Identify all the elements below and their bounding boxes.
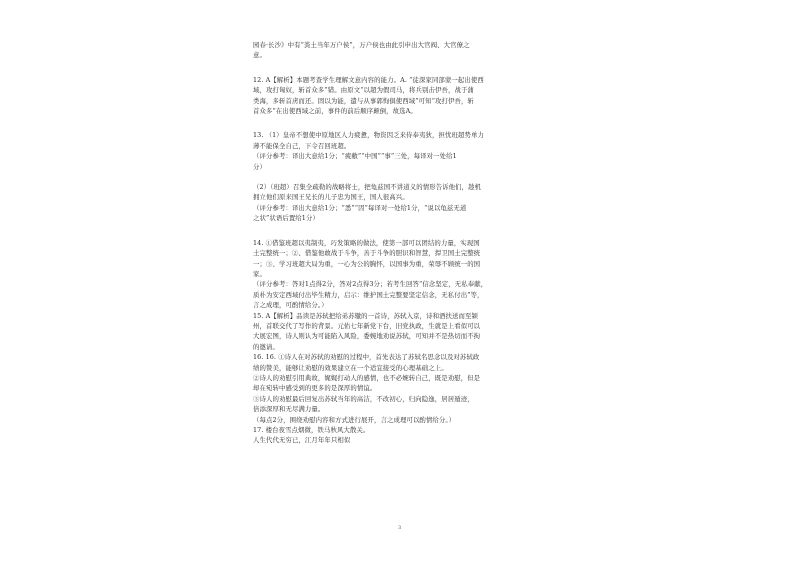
paragraph — [253, 352, 553, 373]
text-line: 首众多”在出使西域之前，事件的前后顺序颠倒，故选A。 — [253, 107, 417, 116]
text-line: 之状”状语后置给1分） — [253, 214, 319, 223]
text-line: 12. A【解析】本题考查学生理解文意内容的能力。A. “徒深家同部蒙一起出使西 — [253, 75, 484, 84]
text-line: 却在宛转中感受到的更多的是深厚的情谊。 — [253, 384, 377, 393]
paragraph — [253, 279, 553, 310]
text-line: 薄不能保全自己，下令召回班超。 — [253, 141, 351, 150]
text-line: 的邀请。 — [253, 342, 279, 351]
text-line: （2）（班超）召集全疏勒的战略将士，把龟兹国不讲道义的情形告诉他们，趁机 — [253, 183, 482, 192]
text-line: 域，攻打匈奴，斩首众多”错。由原文“以超为假司马，将兵别击伊吾，战于蒲 — [253, 86, 474, 95]
paragraph-spacer — [253, 224, 553, 238]
text-line: 分） — [253, 162, 266, 171]
text-line: 绩的赞美，能够让劝慰的效果建立在一个适宜接受的心理基础之上。 — [253, 363, 448, 372]
text-line: 17. 楼台夜雪点烟微，铁马秋风大散关。 — [253, 426, 370, 434]
paragraph — [253, 311, 553, 353]
text-line: 土完整统一；②、借鉴他敢战于斗争，善于斗争的胆识和智慧，捍卫国土完整统 — [253, 249, 481, 258]
paragraph — [253, 238, 553, 280]
paragraph — [253, 425, 553, 446]
text-line: 园春·长沙》中有“粪土当年万户侯”，万户侯也由此引申出大官阀、大官僚之 — [253, 41, 470, 49]
text-line: ③诗人的劝慰最后回复出苏轼当年的高洁，不改初心，归向隐逸，居居遁迹， — [253, 394, 474, 403]
text-line: 拥立他们原来国王兄长的儿子忠为国王，国人很高兴。 — [253, 193, 409, 202]
paragraph — [253, 373, 553, 394]
paragraph — [253, 394, 553, 415]
text-line: ②诗人的劝慰引用典故，娓娓打动人的感情，也不必婉转自己，既是劝慰，但是 — [253, 373, 481, 382]
text-line: 州，首联交代了写作的背景。元佑七年新党下台，旧党执政，生就是上看似可以 — [253, 321, 481, 330]
paragraph-spacer — [253, 61, 553, 75]
text-line: 大展宏图，诗人则认为可能陷入风险，委婉地劝说苏轼，可知并不是热切而不拘 — [253, 332, 481, 341]
text-line: 一；③、学习班超大局为重，一心为公的胸怀，以国事为重，荣辱不顾统一的国 — [253, 259, 481, 268]
paragraph-spacer — [253, 116, 553, 130]
text-line: 倍添深厚和无尽满力量。 — [253, 405, 325, 414]
text-line: 类海，多斩首虏而还。固以为能，遣与从事郭恂俱使西域”可知“攻打伊吾，斩 — [253, 96, 474, 105]
paragraph — [253, 75, 553, 117]
text-line: 意。 — [253, 51, 266, 60]
text-line: （评分参考：译出大意给1分；“疲敝”“中国”“事”三处，每译对一处给1 — [253, 152, 457, 161]
paragraph-spacer — [253, 172, 553, 182]
text-line: 家。 — [253, 269, 266, 278]
text-line: 人生代代无穷已，江月年年只相似 — [253, 436, 351, 445]
text-line: 言之成理，可酌情给分。） — [253, 301, 328, 310]
text-line: 16. 16. ①诗人在对苏轼的劝慰的过程中，首先表达了苏轼名思念以及对苏轼政 — [253, 353, 480, 362]
text-line: 质朴为安定西域付出毕生精力，启示：维护国土完整要坚定信念，无私付出”等， — [253, 290, 484, 299]
paragraph — [253, 151, 553, 172]
text-line: （评分参考：译出大意给1分；“悉”“因”每译对一处给1分，“说以龟兹无道 — [253, 203, 467, 212]
text-line: 14. ①借鉴班超以夷制夷，巧发策略的做法，使第一部可以团结的力量，实现国 — [253, 238, 480, 247]
page-number: 3 — [398, 525, 402, 531]
paragraph — [253, 203, 553, 224]
paragraph — [253, 182, 553, 203]
paragraph — [253, 40, 553, 61]
paragraph — [253, 415, 553, 425]
text-line: （每点2分，围绕劝慰内容和方式进行展开，言之成理可以酌情给分。） — [253, 415, 456, 424]
text-line: 15. A【解析】品读是苏轼把给弟苏辙的一首诗，苏轼入京，诗和酒扶送而至颍 — [253, 311, 479, 320]
text-line: （评分参考：答对1点得2分，答对2点得3分；若考生回答“信念坚定，无私奉献， — [253, 280, 488, 289]
paragraph — [253, 130, 553, 151]
document-body — [253, 40, 553, 446]
text-line: 13. （1）皇帝不想使中原地区人力疲惫，物资因乏来侍奉夷狄，担忧班超势单力 — [253, 131, 484, 140]
